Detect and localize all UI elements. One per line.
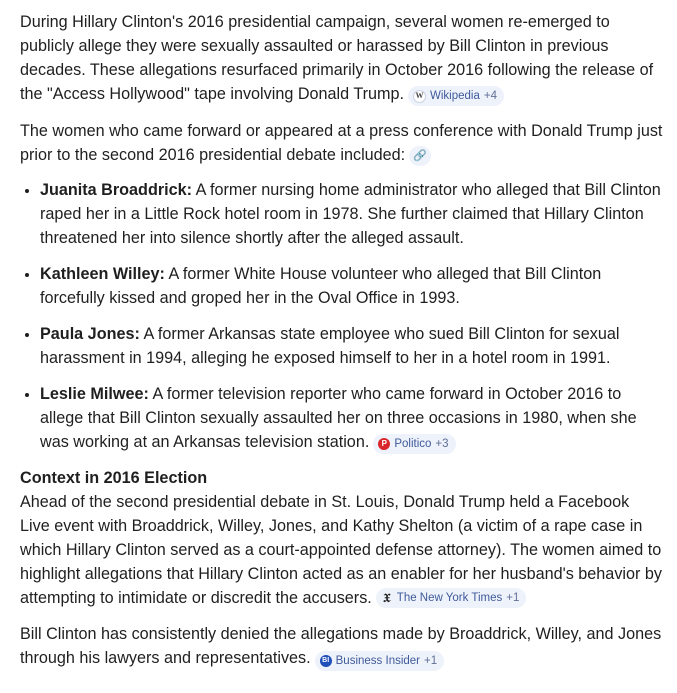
list-item-text: A former White House volunteer who alleged that Bill Clinton forcefully kissed and groped her in the Oval Office in 1993. — [40, 265, 602, 307]
citation-source: Wikipedia — [430, 90, 480, 102]
citation-more: +4 — [483, 90, 497, 102]
intro-paragraph — [20, 10, 663, 106]
business-insider-icon: BI — [320, 655, 332, 667]
list-item-name: Paula Jones: — [40, 325, 140, 343]
wikipedia-icon: W — [413, 90, 426, 103]
list-item — [40, 178, 663, 250]
list-item-text: A former nursing home administrator who alleged that Bill Clinton raped her in a Little Rock hotel room in 1978. She further claimed that Hillary Clinton threatened her into silence shortly after the alleged assault. — [40, 181, 661, 247]
list-item-name: Kathleen Willey: — [40, 265, 165, 283]
citation-more: +3 — [435, 438, 449, 450]
citation-more: +1 — [424, 655, 438, 667]
list-item-text: A former Arkansas state employee who sued Bill Clinton for sexual harassment in 1994, alleging he exposed himself to her in a hotel room in 1991. — [40, 325, 620, 367]
context-paragraph — [20, 490, 663, 610]
link-icon[interactable]: 🔗 — [409, 146, 431, 166]
list-item — [40, 382, 663, 454]
citation-more: +1 — [506, 592, 520, 604]
denial-text: Bill Clinton has consistently denied the allegations made by Broaddrick, Willey, and Jones through his lawyers and representatives. — [20, 625, 662, 667]
citation-chip-business-insider[interactable] — [315, 651, 445, 671]
women-intro-text: The women who came forward or appeared at a press conference with Donald Trump just prior to the second 2016 presidential debate included: — [20, 122, 663, 164]
list-item — [40, 262, 663, 310]
citation-source: Business Insider — [335, 655, 421, 667]
women-intro-paragraph — [20, 119, 663, 167]
citation-chip-nyt[interactable] — [376, 588, 527, 608]
list-item — [40, 322, 663, 370]
accusers-list — [20, 178, 663, 454]
politico-icon: P — [378, 438, 390, 450]
citation-chip-politico[interactable] — [373, 434, 455, 454]
context-text: Ahead of the second presidential debate in St. Louis, Donald Trump held a Facebook Live event with Broaddrick, Willey, Jones, and Kathy Shelton (a victim of a rape case in which Hillary Clinton served as a court-appointed defense attorney). The women aimed to highlight allegations that Hillary Clinton acted as an enabler for her husband's behavior by attempting to intimidate or discredit the accusers. — [20, 493, 662, 607]
nyt-icon: 𝔛 — [383, 591, 391, 605]
list-item-name: Juanita Broaddrick: — [40, 181, 193, 199]
section-heading: Context in 2016 Election — [20, 469, 208, 487]
list-item-text: A former television reporter who came forward in October 2016 to allege that Bill Clinton sexually assaulted her on three occasions in 1980, when she was working at an Arkansas television station. — [40, 385, 637, 451]
list-item-name: Leslie Milwee: — [40, 385, 149, 403]
denial-paragraph — [20, 622, 663, 671]
citation-chip-wikipedia[interactable] — [408, 86, 504, 106]
citation-source: The New York Times — [396, 592, 503, 604]
intro-text: During Hillary Clinton's 2016 presidential campaign, several women re-emerged to publicly allege they were sexually assaulted or harassed by Bill Clinton in previous decades. These allegations resurfaced primarily in October 2016 following the release of the "Access Hollywood" tape involving Donald Trump. — [20, 13, 654, 103]
citation-source: Politico — [394, 438, 432, 450]
